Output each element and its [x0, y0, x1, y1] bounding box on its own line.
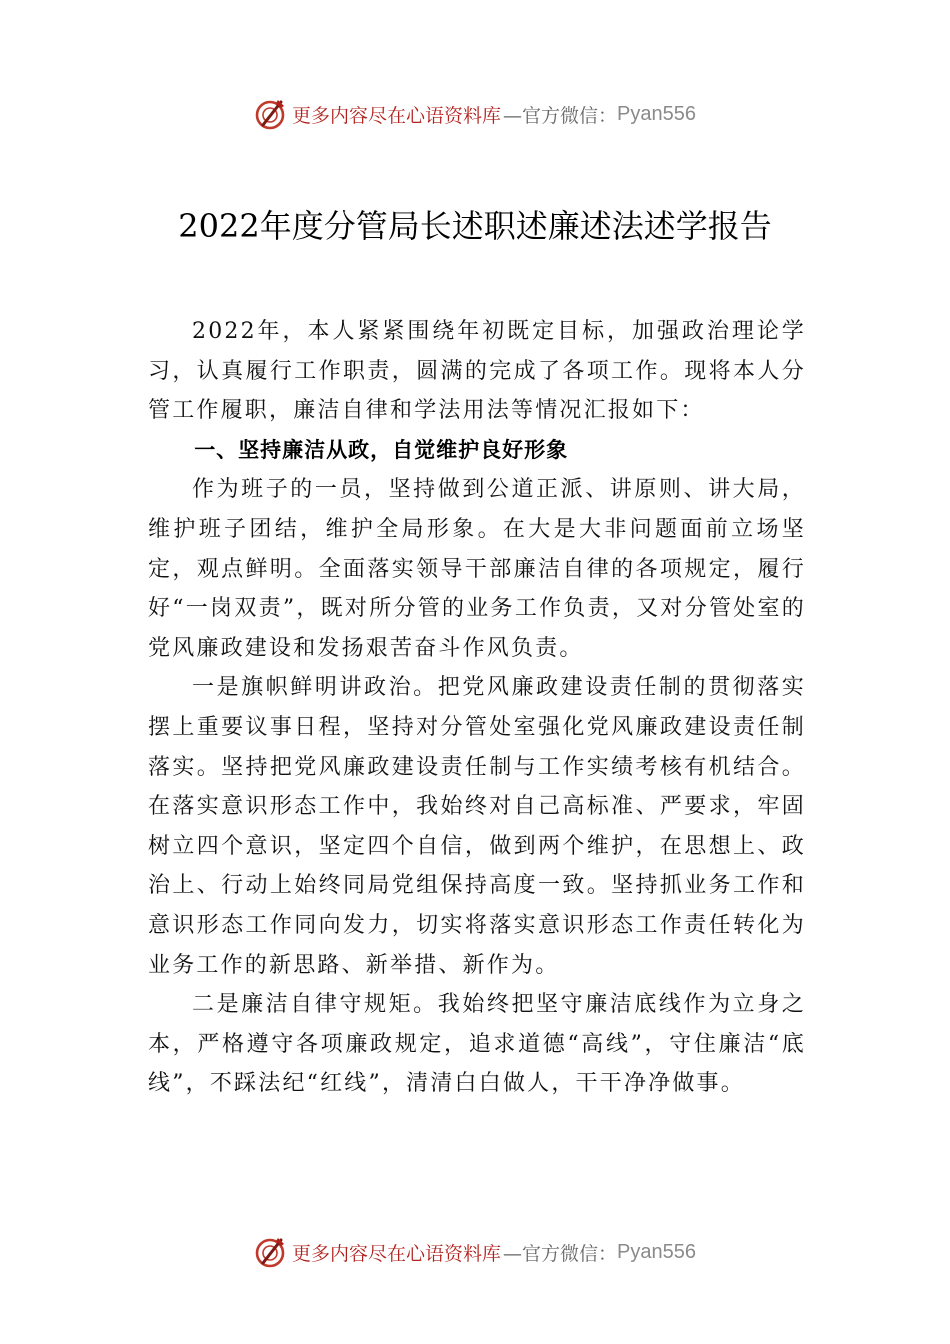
watermark-wechat-id: Pyan556: [617, 102, 696, 125]
section-heading-1: 一、坚持廉洁从政，自觉维护良好形象: [194, 437, 569, 462]
body-paragraph-intro: 2022年，本人紧紧围绕年初既定目标，加强政治理论学习，认真履行工作职责，圆满的完成了各项工作。现将本人分管工作履职，廉洁自律和学法用法等情况汇报如下：: [148, 319, 806, 424]
brush-seal-icon: [254, 97, 288, 131]
body-paragraph: 作为班子的一员，坚持做到公道正派、讲原则、讲大局，维护班子团结，维护全局形象。在大是大非问题面前立场坚定，观点鲜明。全面落实领导干部廉洁自律的各项规定，履行好“一岗双责”，既对所分管的业务工作负责，又对分管处室的党风廉政建设和发扬艰苦奋斗作风负责。: [148, 477, 806, 661]
watermark-brand-text: 更多内容尽在心语资料库: [292, 1242, 502, 1265]
document-body: [148, 312, 806, 1104]
brush-seal-icon: [254, 1235, 288, 1269]
body-paragraph: 二是廉洁自律守规矩。我始终把坚守廉洁底线作为立身之本，严格遵守各项廉政规定，追求道德“高线”，守住廉洁“底线”，不踩法纪“红线”，清清白白做人，干干净净做事。: [148, 992, 806, 1097]
watermark-wechat-id: Pyan556: [617, 1240, 696, 1263]
watermark-sub-text: —官方微信：: [503, 1242, 618, 1265]
watermark-sub-text: —官方微信：: [503, 104, 618, 127]
body-paragraph: 一是旗帜鲜明讲政治。把党风廉政建设责任制的贯彻落实摆上重要议事日程，坚持对分管处室强化党风廉政建设责任制落实。坚持把党风廉政建设责任制与工作实绩考核有机结合。在落实意识形态工作中，我始终对自己高标准、严要求，牢固树立四个意识，坚定四个自信，做到两个维护，在思想上、政治上、行动上始终同局党组保持高度一致。坚持抓业务工作和意识形态工作同向发力，切实将落实意识形态工作责任转化为业务工作的新思路、新举措、新作为。: [148, 675, 806, 978]
watermark-header: [0, 94, 950, 134]
watermark-brand-text: 更多内容尽在心语资料库: [292, 104, 502, 127]
document-title: 2022年度分管局长述职述廉述法述学报告: [178, 207, 772, 245]
watermark-footer: [0, 1232, 950, 1272]
